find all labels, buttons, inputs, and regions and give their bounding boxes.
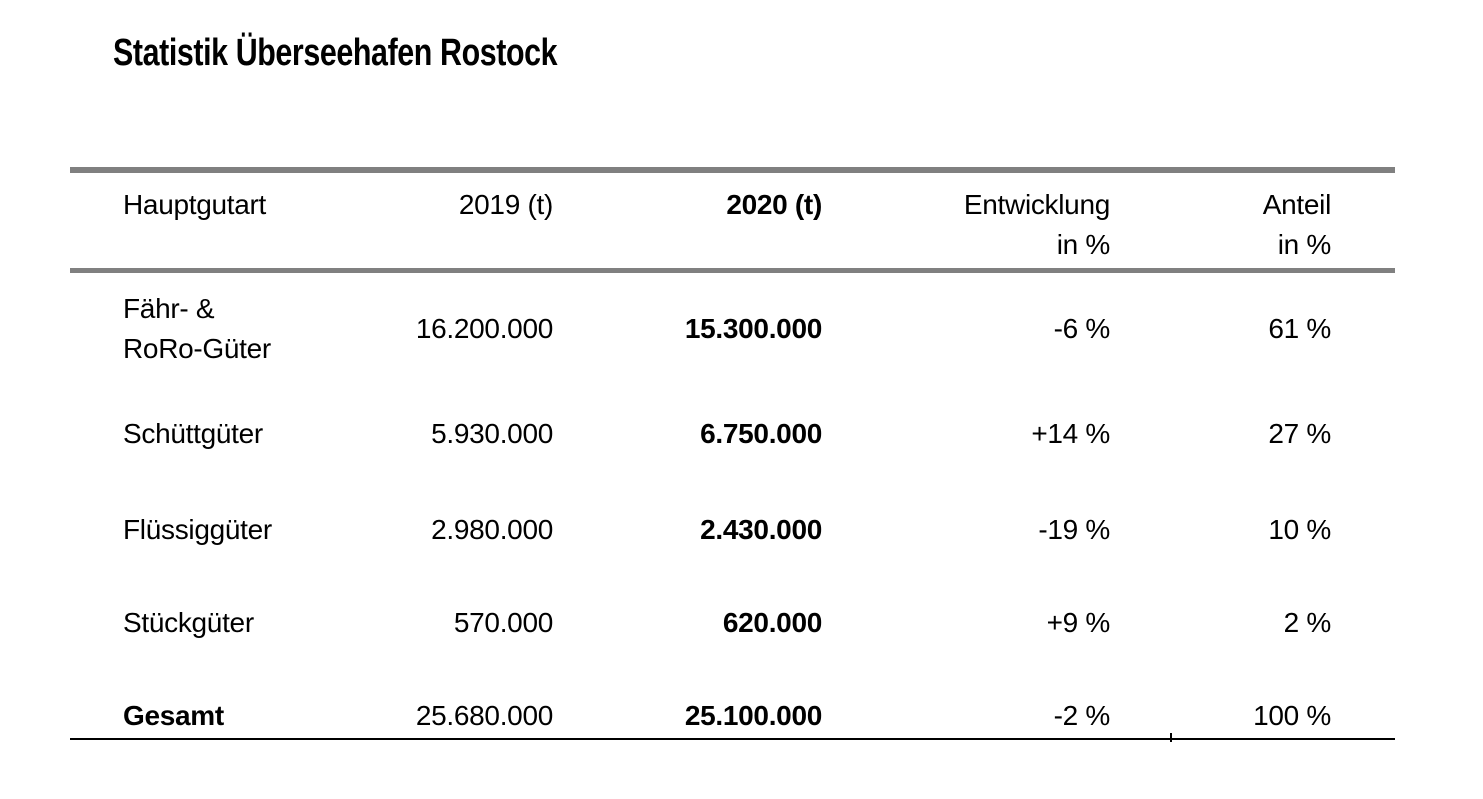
column-header-entwicklung	[822, 185, 1110, 265]
value-2019: 5.930.000	[431, 418, 553, 449]
value-entwicklung: -19 %	[1038, 513, 1110, 545]
page-title: Statistik Überseehafen Rostock	[113, 32, 558, 74]
row-label: Gesamt	[123, 700, 224, 731]
column-header-entwicklung-line2: in %	[1056, 229, 1110, 260]
statistics-table	[70, 167, 1395, 740]
value-2019: 25.680.000	[415, 700, 553, 731]
value-entwicklung: -2 %	[1053, 700, 1110, 731]
value-2019: 2.980.000	[431, 513, 553, 545]
value-entwicklung: -6 %	[1053, 313, 1110, 344]
column-header-2019: 2019 (t)	[458, 189, 553, 220]
value-2020: 620.000	[722, 606, 822, 638]
row-label: Stückgüter	[123, 606, 254, 638]
table-row-faehr-roro-gueter	[70, 273, 1395, 385]
table-row-fluessiggueter	[70, 483, 1395, 576]
value-2020: 25.100.000	[684, 700, 822, 731]
table-bottom-rule	[70, 738, 1395, 740]
value-2019: 570.000	[453, 606, 553, 638]
column-header-entwicklung-line1: Entwicklung	[963, 189, 1110, 220]
table-row-stueckgueter	[70, 576, 1395, 669]
table-row-gesamt	[70, 669, 1395, 738]
value-entwicklung: +14 %	[1031, 418, 1110, 449]
row-label: Schüttgüter	[123, 418, 263, 449]
column-header-anteil	[1110, 185, 1331, 265]
column-header-hauptgutart: Hauptgutart	[123, 189, 267, 220]
value-2020: 2.430.000	[700, 513, 822, 545]
row-label-line2: RoRo-Güter	[123, 333, 271, 364]
table-header-row	[70, 173, 1395, 268]
column-header-2020: 2020 (t)	[726, 189, 822, 220]
value-anteil: 2 %	[1283, 606, 1331, 638]
column-header-anteil-line1: Anteil	[1262, 189, 1331, 220]
value-2020: 15.300.000	[684, 313, 822, 344]
value-entwicklung: +9 %	[1046, 606, 1110, 638]
value-anteil: 10 %	[1268, 513, 1331, 545]
row-label	[70, 289, 310, 369]
value-anteil: 27 %	[1268, 418, 1331, 449]
value-anteil: 100 %	[1253, 700, 1331, 731]
column-header-anteil-line2: in %	[1277, 229, 1331, 260]
table-row-schuettgueter	[70, 385, 1395, 483]
row-label-line1: Fähr- &	[123, 293, 215, 324]
value-2020: 6.750.000	[700, 418, 822, 449]
value-2019: 16.200.000	[415, 313, 553, 344]
row-label: Flüssiggüter	[123, 513, 272, 545]
value-anteil: 61 %	[1268, 313, 1331, 344]
